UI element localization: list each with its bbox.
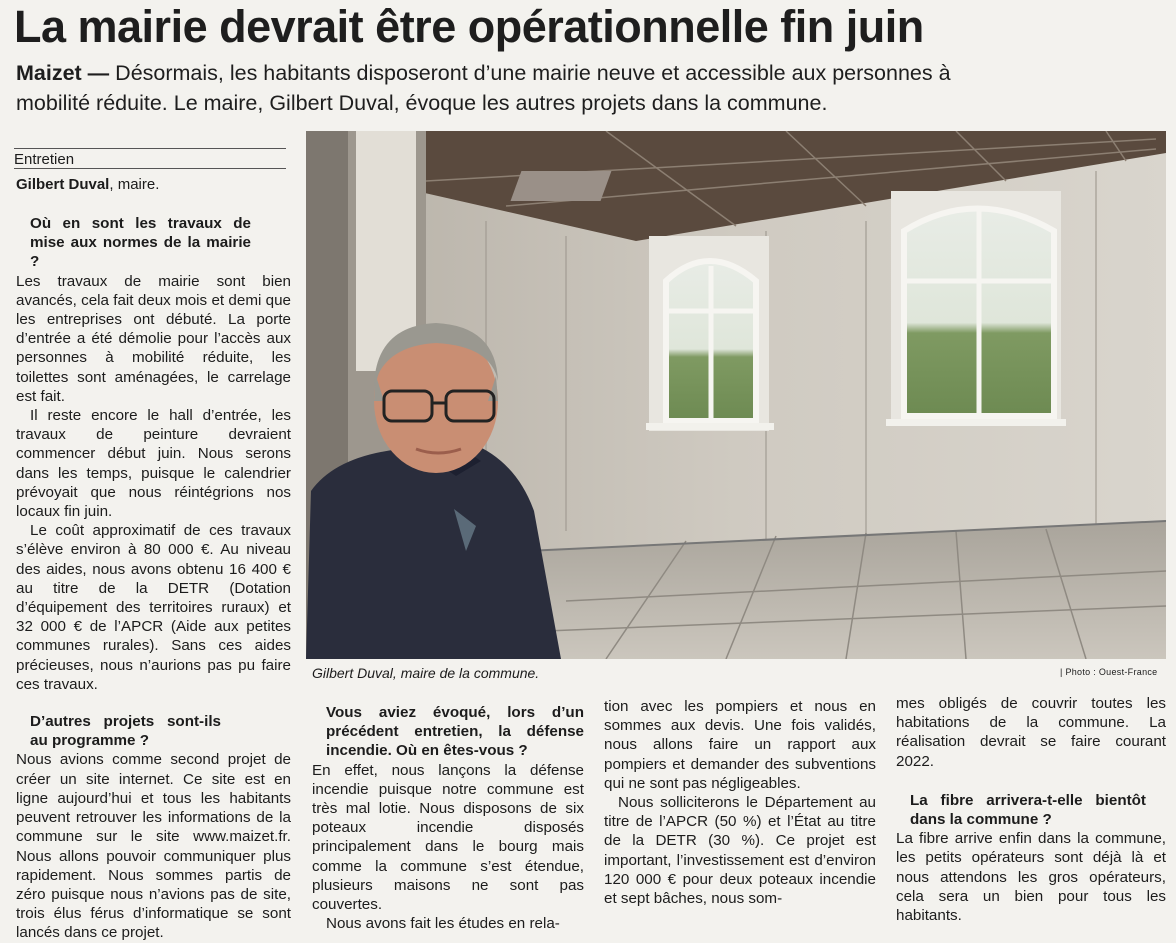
byline-name: Gilbert Duval <box>16 176 110 193</box>
lead-text: Désormais, les habitants disposeront d’une mairie neuve et accessible aux personnes à mobilité réduite. Le maire, Gilbert Duval, évoque les autres projets dans la commune. <box>16 61 951 115</box>
answer-fire-defense-4: Nous solliciterons le Département au titre de l’APCR (50 %) et l’État au titre de la DETR (30 %). Ce projet est important, l’investissement est d’environ 120 000 € pour deux poteaux incendie et sept bâches, nous som- <box>604 794 876 908</box>
photo-caption: Gilbert Duval, maire de la commune. <box>312 665 540 681</box>
answer-works-2: Il reste encore le hall d’entrée, les travaux de peinture devraient commencer début juin. Nous serons dans les temps, puisque le calendrier prévoyait que nous réintégrions nos locaux fin juin. <box>16 407 291 521</box>
lead-paragraph <box>16 58 1016 118</box>
answer-works-3: Le coût approximatif de ces travaux s’élève environ à 80 000 €. Au niveau des aides, nous avons obtenu 16 400 € au titre de la DETR (Dotation d’équipement des territoires ruraux) et 32 000 € de l’APCR (Aide aux petites communes rurales). Sans ces aides précieuses, nous n’aurions pas pu faire ces travaux. <box>16 522 291 693</box>
answer-other-projects: Nous avions comme second projet de créer un site internet. Ce site est en ligne aujourd’hui et tous les habitants peuvent retrouver les informations de la commune sur le site www.maizet.fr. Nous allons pouvoir communiquer plus rapidement. Nous sommes partis de zéro puisque nous n’avions pas de site, trois élus férus d’informatique se sont lancés dans ce projet. <box>16 751 291 942</box>
answer-fire-defense-1: En effet, nous lançons la défense incendie puisque notre commune est très mal lotie. Nous disposons de six poteaux incendie disposés principalement dans le bourg mais comme la commune s’est étendue, plusieurs maisons ne sont pas couvertes. <box>312 761 584 914</box>
answer-fire-defense-5: mes obligés de couvrir toutes les habitations de la commune. La réalisation devrait se faire courant 2022. <box>896 695 1166 770</box>
column-3 <box>604 697 876 908</box>
question-other-projects: D’autres projets sont-ils au programme ? <box>30 713 221 750</box>
location-dateline: Maizet — <box>16 61 110 85</box>
rubric-label: Entretien <box>14 148 286 169</box>
rubric-divider <box>14 168 286 169</box>
answer-fire-defense-3: tion avec les pompiers et nous en sommes aux devis. Une fois validés, nous allons faire un rapport aux pompiers et demander des subventions qui ne sont pas négligeables. <box>604 698 876 792</box>
answer-fiber: La fibre arrive enfin dans la commune, les petits opérateurs sont déjà là et nous attendons les gros opérateurs, cela sera un bien pour tous les habitants. <box>896 830 1166 925</box>
photo-credit: | Photo : Ouest-France <box>1060 667 1158 677</box>
answer-works-1: Les travaux de mairie sont bien avancés, cela fait deux mois et demi que les entreprises ont débuté. La porte d’entrée a été démolie pour l’accès aux personnes à mobilité réduite, les toilettes sont aménagées, le carrelage est fait. <box>16 272 291 405</box>
question-fiber: La fibre arrivera-t-elle bientôt dans la commune ? <box>910 791 1146 829</box>
byline-role: , maire. <box>109 176 160 193</box>
byline <box>16 176 159 194</box>
article-photo <box>306 131 1166 659</box>
column-2 <box>312 703 584 933</box>
photo-mayor-in-town-hall <box>306 131 1166 659</box>
column-4 <box>896 694 1166 925</box>
headline: La mairie devrait être opérationnelle fin juin <box>14 1 924 52</box>
column-1 <box>16 214 291 943</box>
answer-fire-defense-2: Nous avons fait les études en rela- <box>326 915 560 933</box>
question-works: Où en sont les travaux de mise aux normes de la mairie ? <box>30 215 251 271</box>
question-fire-defense: Vous aviez évoqué, lors d’un précédent entretien, la défense incendie. Où en êtes-vous ? <box>326 704 584 760</box>
